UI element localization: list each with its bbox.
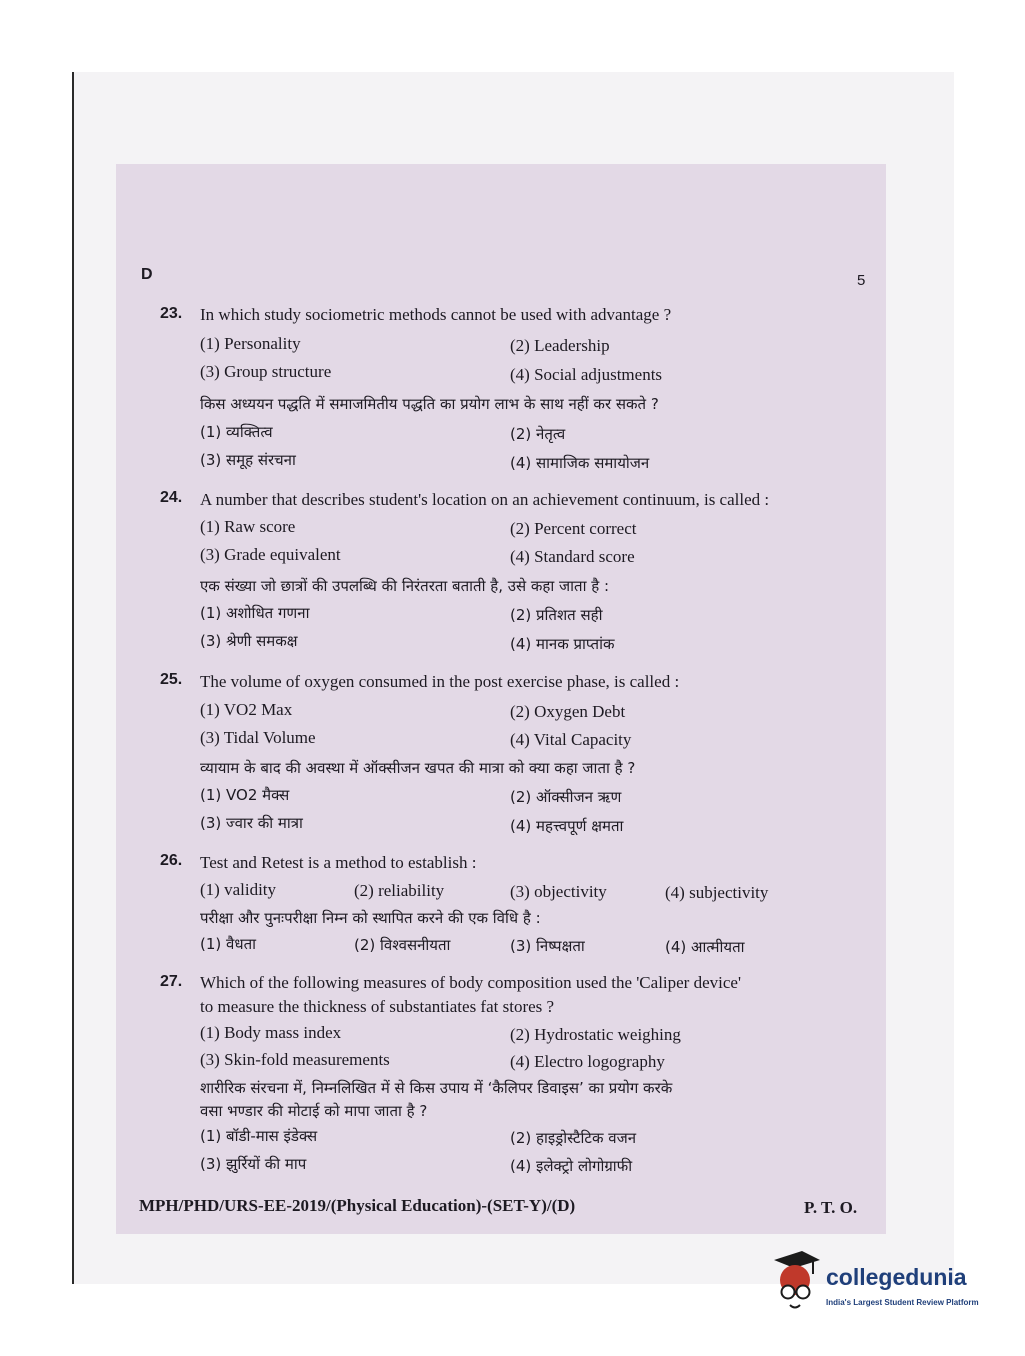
option-en: (2) reliability bbox=[354, 881, 445, 900]
option-hi: (4) इलेक्ट्रो लोगोग्राफी bbox=[510, 1157, 633, 1175]
question-text-en: In which study sociometric methods cannot be used with advantage ? bbox=[200, 305, 672, 324]
option-en: (2) Oxygen Debt bbox=[510, 702, 626, 721]
question-number: 25. bbox=[160, 671, 183, 688]
question-number: 24. bbox=[160, 489, 183, 506]
option-en: (2) Hydrostatic weighing bbox=[510, 1025, 681, 1044]
paper-code: MPH/PHD/URS-EE-2019/(Physical Education)-(SET-Y)/(D) bbox=[139, 1196, 576, 1215]
please-turn-over: P. T. O. bbox=[804, 1198, 858, 1217]
question-number: 27. bbox=[160, 973, 183, 990]
option-hi: (3) निष्पक्षता bbox=[510, 937, 585, 955]
option-hi: (3) ज्वार की मात्रा bbox=[200, 814, 303, 832]
option-en: (3) Tidal Volume bbox=[200, 728, 316, 747]
question-text-hi: एक संख्या जो छात्रों की उपलब्धि की निरंतरता बताती है, उसे कहा जाता है : bbox=[200, 577, 610, 595]
question-number: 26. bbox=[160, 852, 183, 869]
option-en: (4) Standard score bbox=[510, 547, 635, 566]
question-text-en: Which of the following measures of body composition used the 'Caliper device' bbox=[200, 973, 742, 992]
question-text-en-continued: to measure the thickness of substantiates fat stores ? bbox=[200, 997, 555, 1016]
option-hi: (4) मानक प्राप्तांक bbox=[510, 635, 615, 653]
option-hi: (4) आत्मीयता bbox=[665, 938, 745, 956]
option-en: (3) objectivity bbox=[510, 882, 607, 901]
option-hi: (3) श्रेणी समकक्ष bbox=[200, 632, 298, 650]
option-en: (1) VO2 Max bbox=[200, 700, 293, 719]
sheet-letter: D bbox=[141, 266, 153, 283]
option-hi: (4) सामाजिक समायोजन bbox=[510, 454, 650, 472]
option-hi: (2) प्रतिशत सही bbox=[510, 606, 603, 624]
question-text-en: A number that describes student's location on an achievement continuum, is called : bbox=[200, 490, 770, 509]
question-text-en: Test and Retest is a method to establish : bbox=[200, 853, 477, 872]
page-number: 5 bbox=[857, 272, 866, 289]
question-text-en: The volume of oxygen consumed in the post exercise phase, is called : bbox=[200, 672, 680, 691]
question-number: 23. bbox=[160, 305, 183, 322]
option-en: (1) Personality bbox=[200, 334, 301, 353]
option-hi: (2) हाइड्रोस्टैटिक वजन bbox=[510, 1129, 637, 1147]
question-text-hi: शारीरिक संरचना में, निम्नलिखित में से किस उपाय में ‘कैलिपर डिवाइस’ का प्रयोग करके bbox=[200, 1079, 673, 1097]
option-hi: (3) समूह संरचना bbox=[200, 451, 296, 469]
option-hi: (1) बॉडी-मास इंडेक्स bbox=[200, 1127, 318, 1145]
option-en: (4) subjectivity bbox=[665, 883, 769, 902]
option-hi: (3) झुर्रियों की माप bbox=[200, 1155, 307, 1173]
question-text-hi: व्यायाम के बाद की अवस्था में ऑक्सीजन खपत की मात्रा को क्या कहा जाता है ? bbox=[200, 759, 636, 777]
option-hi: (2) नेतृत्व bbox=[510, 425, 566, 443]
option-hi: (1) अशोधित गणना bbox=[200, 604, 310, 622]
option-en: (2) Leadership bbox=[510, 336, 610, 355]
option-en: (4) Social adjustments bbox=[510, 365, 663, 384]
option-hi: (1) वैधता bbox=[200, 935, 257, 953]
option-hi: (2) विश्वसनीयता bbox=[354, 936, 451, 954]
option-en: (2) Percent correct bbox=[510, 519, 637, 538]
question-text-hi: परीक्षा और पुनःपरीक्षा निम्न को स्थापित करने की एक विधि है : bbox=[200, 909, 541, 927]
collegedunia-mascot-logo-icon bbox=[768, 1248, 824, 1314]
option-hi: (4) महत्त्वपूर्ण क्षमता bbox=[510, 817, 624, 835]
option-en: (4) Electro logography bbox=[510, 1052, 665, 1071]
collegedunia-logo-text: collegedunia bbox=[826, 1264, 967, 1290]
option-en: (4) Vital Capacity bbox=[510, 730, 632, 749]
option-en: (3) Group structure bbox=[200, 362, 332, 381]
question-text-hi: किस अध्ययन पद्धति में समाजमितीय पद्धति का प्रयोग लाभ के साथ नहीं कर सकते ? bbox=[200, 395, 659, 413]
option-hi: (1) व्यक्तित्व bbox=[200, 423, 273, 441]
option-en: (1) Body mass index bbox=[200, 1023, 342, 1042]
option-en: (3) Grade equivalent bbox=[200, 545, 341, 564]
question-text-hi-continued: वसा भण्डार की मोटाई को मापा जाता है ? bbox=[200, 1102, 428, 1120]
option-en: (1) Raw score bbox=[200, 517, 296, 536]
option-hi: (1) VO2 मैक्स bbox=[200, 786, 290, 804]
option-en: (1) validity bbox=[200, 880, 277, 899]
option-hi: (2) ऑक्सीजन ऋण bbox=[510, 788, 622, 806]
collegedunia-tagline: India's Largest Student Review Platform bbox=[826, 1298, 979, 1307]
option-en: (3) Skin-fold measurements bbox=[200, 1050, 390, 1069]
